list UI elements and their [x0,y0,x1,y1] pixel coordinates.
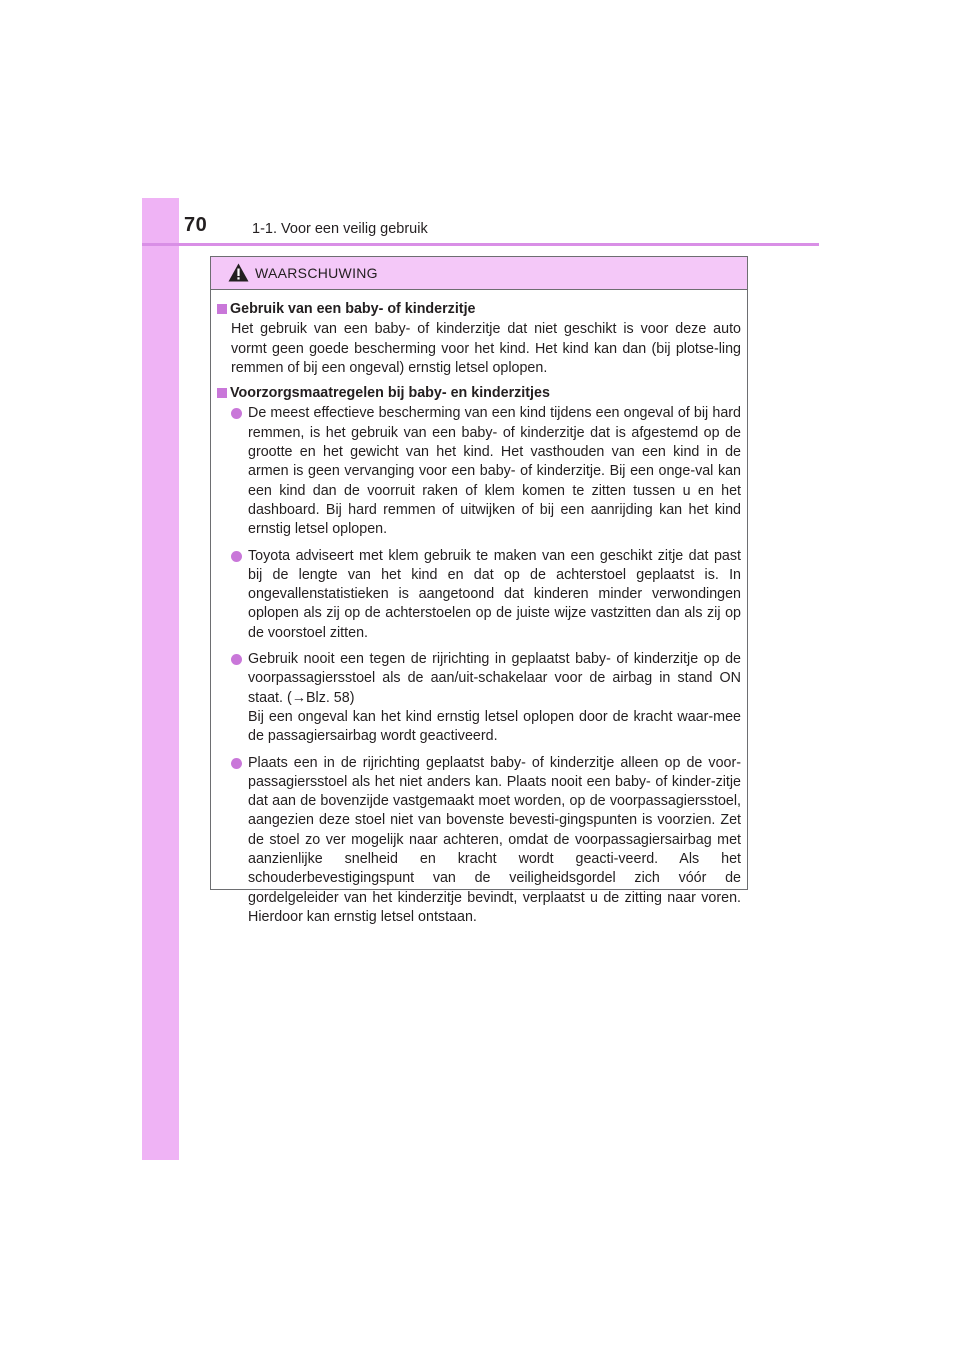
list-item: De meest effectieve bescherming van een kind tijdens een ongeval of bij hard remmen, is het gebruik van een baby- of kinderzitje dat is afgestemd op de grootte en het gewicht van het kind. Het vasthouden van een kind in de armen is geen vervanging voor een baby- of kinderzitje. Bij een onge-val kan een kind dan de voorruit raken of klem komen te zitten tussen u en het dashboard. Bij hard remmen of uitwijken of bij een aanrijding kan het kind ernstig letsel oplopen. [231,404,741,539]
warning-triangle-icon [228,263,249,282]
round-bullet-icon [231,408,242,419]
section-heading: Voorzorgsmaatregelen bij baby- en kinderzitjes [217,384,741,403]
section-paragraph: Het gebruik van een baby- of kinderzitje dat niet geschikt is voor deze auto vormt geen goede bescherming voor het kind. Het kind kan dan (bij plotse-ling remmen of bij een ongeval) ernstig letsel oplopen. [231,321,741,376]
section-heading: Gebruik van een baby- of kinderzitje [217,300,741,319]
round-bullet-icon [231,758,242,769]
header-rule [142,243,819,246]
round-bullet-icon [231,551,242,562]
list-item: Plaats een in de rijrichting geplaatst baby- of kinderzitje alleen op de voor-passagiersstoel als het niet anders kan. Plaats nooit een baby- of kinder-zitje dat aan de bovenzijde vastgemaakt moet worden, op de voorpassagiersstoel, aangezien deze stoel niet van bovenste bevesti-gingspunten is voorzien. Zet de stoel zo ver mogelijk naar achteren, omdat de voorpassagiersairbag met aanzienlijke snelheid en kracht wordt geacti-veerd. Als het schouderbevestigingspunt van de veiligheidsgordel zich vóór de gordelgeleider van het kinderzitje bevindt, verplaatst u de zitting naar voren. Hierdoor kan ernstig letsel ontstaan. [231,754,741,928]
square-bullet-icon [217,304,227,314]
list-item: Toyota adviseert met klem gebruik te maken van een geschikt zitje dat past bij de lengte van het kind en dat op de achterstoel geplaatst is. In ongevallenstatistieken is aangetoond dat kinderen minder verwondingen oplopen als zij op de achterstoelen op de juiste wijze vastzitten dan als zij op de voorstoel zitten. [231,547,741,643]
square-bullet-icon [217,388,227,398]
warning-body [211,290,747,927]
round-bullet-icon [231,654,242,665]
list-item-text: Gebruik nooit een tegen de rijrichting in geplaatst baby- of kinderzitje op de voorpassagiersstoel als de aan/uit-schakelaar voor de airbag in stand ON staat. (→Blz. 58) [248,651,741,706]
warning-section-1 [217,300,741,378]
section-title: 1-1. Voor een veilig gebruik [252,221,428,237]
warning-header [211,257,747,290]
chapter-side-strip [142,198,179,1160]
page-number: 70 [184,214,208,236]
warning-section-2 [217,384,741,927]
warning-box [210,256,748,925]
warning-title: WAARSCHUWING [255,265,378,281]
list-item-text-extra: Bij een ongeval kan het kind ernstig letsel oplopen door de kracht waar-mee de passagiersairbag wordt geactiveerd. [248,708,741,745]
list-item [231,650,741,746]
